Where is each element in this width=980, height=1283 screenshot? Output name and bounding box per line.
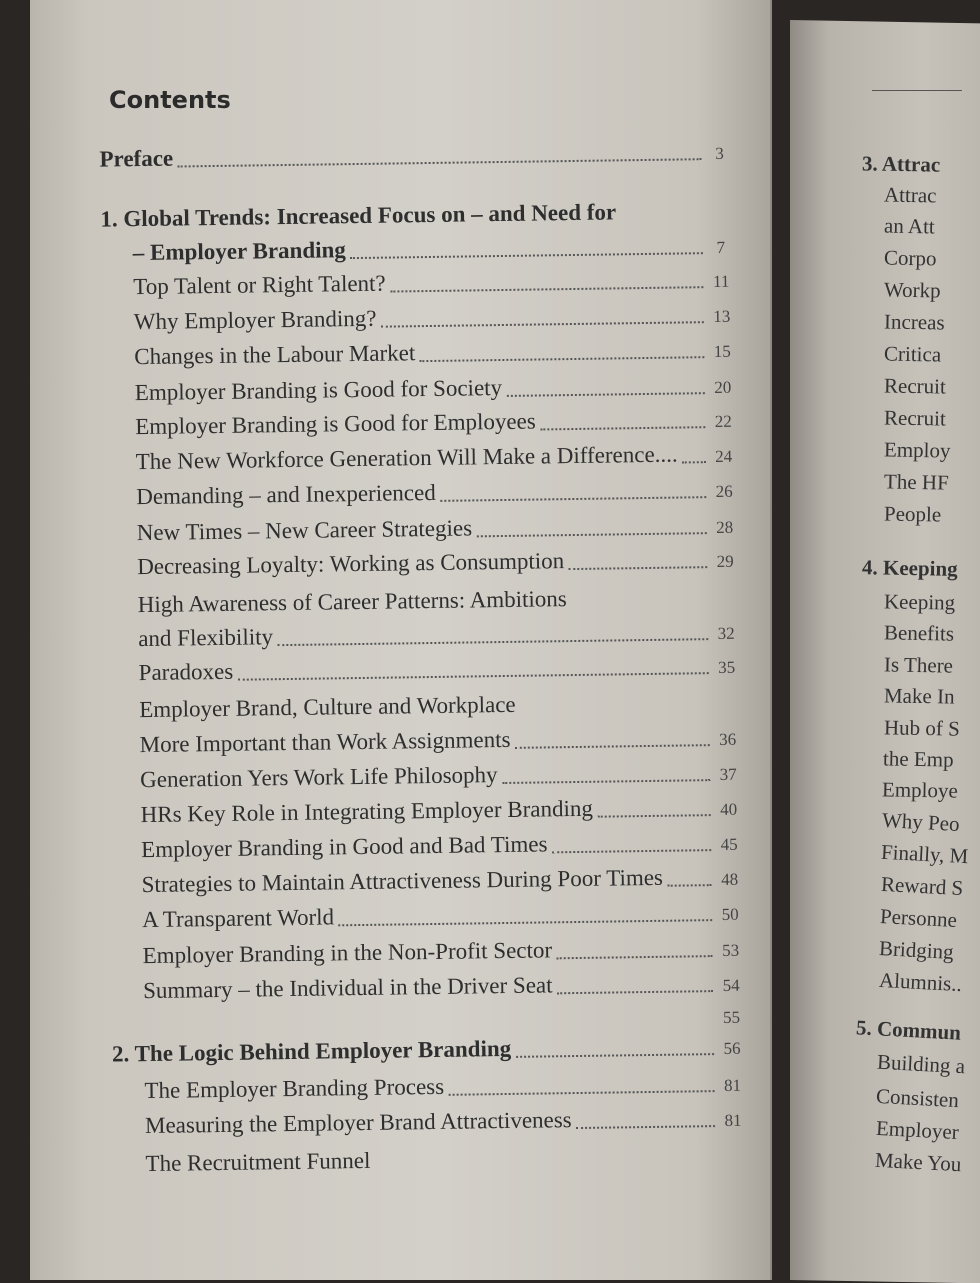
right-page-chapter-title: 4. Keeping bbox=[861, 555, 958, 581]
right-page-entry: Alumnis.. bbox=[878, 967, 963, 997]
leader-dots bbox=[597, 814, 710, 818]
leader-dots bbox=[515, 744, 710, 749]
toc-page-number: 45 bbox=[720, 834, 738, 854]
toc-page-number: 54 bbox=[722, 975, 740, 995]
right-page-entry: Recruit bbox=[883, 373, 947, 399]
right-page-entry: The HF bbox=[883, 469, 949, 495]
leader-dots bbox=[238, 672, 709, 681]
toc-page-number: 29 bbox=[716, 551, 734, 572]
toc-page-number: 55 bbox=[722, 1007, 741, 1027]
toc-page-number: 36 bbox=[719, 729, 737, 750]
toc-entry-title: Measuring the Employer Brand Attractiveness bbox=[144, 1107, 572, 1139]
toc-entry-title: Strategies to Maintain Attractiveness During Poor Times bbox=[141, 864, 664, 898]
leader-dots bbox=[540, 426, 705, 430]
toc-entry-title: Why Employer Branding? bbox=[133, 305, 377, 335]
toc-entry-title: and Flexibility bbox=[138, 624, 274, 652]
toc-entry-title: 2. The Logic Behind Employer Branding bbox=[111, 1035, 512, 1067]
toc-entry-title: Decreasing Loyalty: Working as Consumption bbox=[137, 548, 565, 580]
toc-entry-title: Paradoxes bbox=[138, 658, 234, 686]
right-page-entry: Employer bbox=[875, 1115, 960, 1145]
right-page-entry: the Emp bbox=[882, 746, 954, 772]
toc-page-number: 3 bbox=[715, 143, 724, 163]
leader-dots bbox=[339, 919, 713, 926]
toc-entry-title: HRs Key Role in Integrating Employer Branding bbox=[140, 795, 594, 828]
leader-dots bbox=[569, 566, 708, 570]
toc-entry-title: New Times – New Career Strategies bbox=[136, 515, 473, 546]
toc-page-number: 81 bbox=[724, 1110, 742, 1130]
toc-entry-title: – Employer Branding bbox=[132, 237, 346, 266]
leader-dots bbox=[557, 990, 713, 994]
right-page-entry: Is There bbox=[883, 652, 954, 678]
right-page-entry: Bridging bbox=[878, 936, 955, 964]
right-page-chapter-title: 3. Attrac bbox=[861, 151, 941, 177]
right-page-header-rule bbox=[872, 90, 962, 91]
toc-page-number: 11 bbox=[712, 271, 730, 292]
leader-dots bbox=[682, 461, 706, 463]
toc-entry-title: Employer Branding in Good and Bad Times bbox=[140, 831, 548, 863]
right-page-entry: Consisten bbox=[875, 1083, 960, 1113]
leader-dots bbox=[507, 392, 705, 397]
right-page-entry: Increas bbox=[883, 309, 945, 335]
right-page-entry: Hub of S bbox=[883, 715, 960, 741]
right-page-entry: Make In bbox=[883, 683, 955, 709]
leader-dots bbox=[516, 1053, 714, 1058]
toc-entry-title: Summary – the Individual in the Driver Seat bbox=[142, 972, 553, 1004]
contents-heading: Contents bbox=[109, 86, 231, 114]
leader-dots bbox=[350, 252, 703, 259]
toc-entry-title: The Employer Branding Process bbox=[144, 1073, 445, 1104]
right-page-entry: Workp bbox=[883, 277, 941, 303]
right-page-entry: Why Peo bbox=[881, 807, 960, 837]
toc-entry-title: Generation Yers Work Life Philosophy bbox=[140, 762, 498, 793]
leader-dots bbox=[390, 286, 703, 292]
leader-dots bbox=[552, 849, 711, 853]
toc-page-number: 53 bbox=[721, 940, 740, 960]
toc-entry-title: Changes in the Labour Market bbox=[134, 340, 416, 370]
right-page-entry: Critica bbox=[883, 341, 942, 367]
right-page-entry: Attrac bbox=[883, 182, 937, 208]
leader-dots bbox=[381, 321, 704, 328]
toc-entry-title: The Recruitment Funnel bbox=[145, 1147, 371, 1177]
leader-dots bbox=[420, 356, 705, 362]
toc-page-number: 20 bbox=[714, 377, 732, 398]
right-page-entry: Reward S bbox=[879, 871, 964, 901]
toc-page-number: 35 bbox=[718, 657, 736, 678]
toc-entry-title: Preface bbox=[99, 145, 174, 172]
leader-dots bbox=[557, 955, 713, 959]
toc-entry-title: Demanding – and Inexperienced bbox=[136, 479, 436, 510]
toc-page-number: 48 bbox=[721, 869, 739, 889]
toc-page-number: 56 bbox=[723, 1038, 741, 1058]
right-page-entry: Benefits bbox=[883, 620, 955, 646]
leader-dots bbox=[502, 779, 710, 784]
toc-entry-title: A Transparent World bbox=[141, 904, 335, 933]
toc-entry-title: Employer Branding is Good for Employees bbox=[135, 408, 536, 440]
toc-entry-title: Employer Branding is Good for Society bbox=[134, 375, 503, 406]
toc-entry-title: Employer Brand, Culture and Workplace bbox=[139, 691, 516, 723]
right-page-entry: Personne bbox=[879, 904, 958, 932]
right-page-entry: People bbox=[883, 501, 942, 527]
toc-page-number: 26 bbox=[715, 481, 733, 502]
right-page-entry: Keeping bbox=[883, 589, 956, 615]
right-page-entry: an Att bbox=[883, 213, 935, 239]
leader-dots bbox=[178, 158, 702, 167]
toc-page-number: 37 bbox=[719, 764, 737, 784]
toc-entry-title: Top Talent or Right Talent? bbox=[133, 270, 386, 300]
toc-page-number: 81 bbox=[723, 1075, 742, 1095]
toc-page-number: 50 bbox=[721, 904, 739, 924]
leader-dots bbox=[667, 884, 711, 887]
right-page-chapter-title: 5. Commun bbox=[855, 1015, 962, 1045]
right-page-entry: Make You bbox=[874, 1147, 962, 1177]
toc-page-number: 24 bbox=[715, 446, 733, 467]
toc-page-number: 40 bbox=[720, 799, 738, 819]
right-page-entry: Employ bbox=[883, 437, 951, 463]
leader-dots bbox=[278, 638, 709, 646]
toc-page-number: 7 bbox=[716, 237, 726, 257]
toc-page-number: 13 bbox=[713, 306, 731, 327]
toc-page-number: 15 bbox=[713, 341, 731, 362]
right-page-entry: Building a bbox=[876, 1049, 966, 1079]
toc-page-number: 28 bbox=[716, 517, 734, 538]
right-page-entry: Employe bbox=[882, 777, 959, 803]
toc-entry-title: 1. Global Trends: Increased Focus on – and Need for bbox=[100, 199, 617, 232]
leader-dots bbox=[440, 496, 706, 502]
toc-page-number: 22 bbox=[714, 411, 732, 432]
toc-page-number: 32 bbox=[717, 623, 735, 644]
toc-entry-title: High Awareness of Career Patterns: Ambitions bbox=[137, 586, 567, 618]
right-page-entry: Corpo bbox=[883, 245, 937, 271]
toc-entry-title: Employer Branding in the Non-Profit Sector bbox=[142, 937, 553, 969]
leader-dots bbox=[477, 532, 707, 537]
right-page-entry: Recruit bbox=[883, 405, 947, 431]
toc-entry-title: More Important than Work Assignments bbox=[139, 726, 511, 758]
leader-dots bbox=[576, 1125, 715, 1129]
table-of-contents bbox=[99, 136, 763, 1185]
leader-dots bbox=[449, 1090, 715, 1096]
toc-entry-title: The New Workforce Generation Will Make a Difference.... bbox=[135, 441, 678, 475]
right-page-entry: Finally, M bbox=[880, 839, 970, 869]
